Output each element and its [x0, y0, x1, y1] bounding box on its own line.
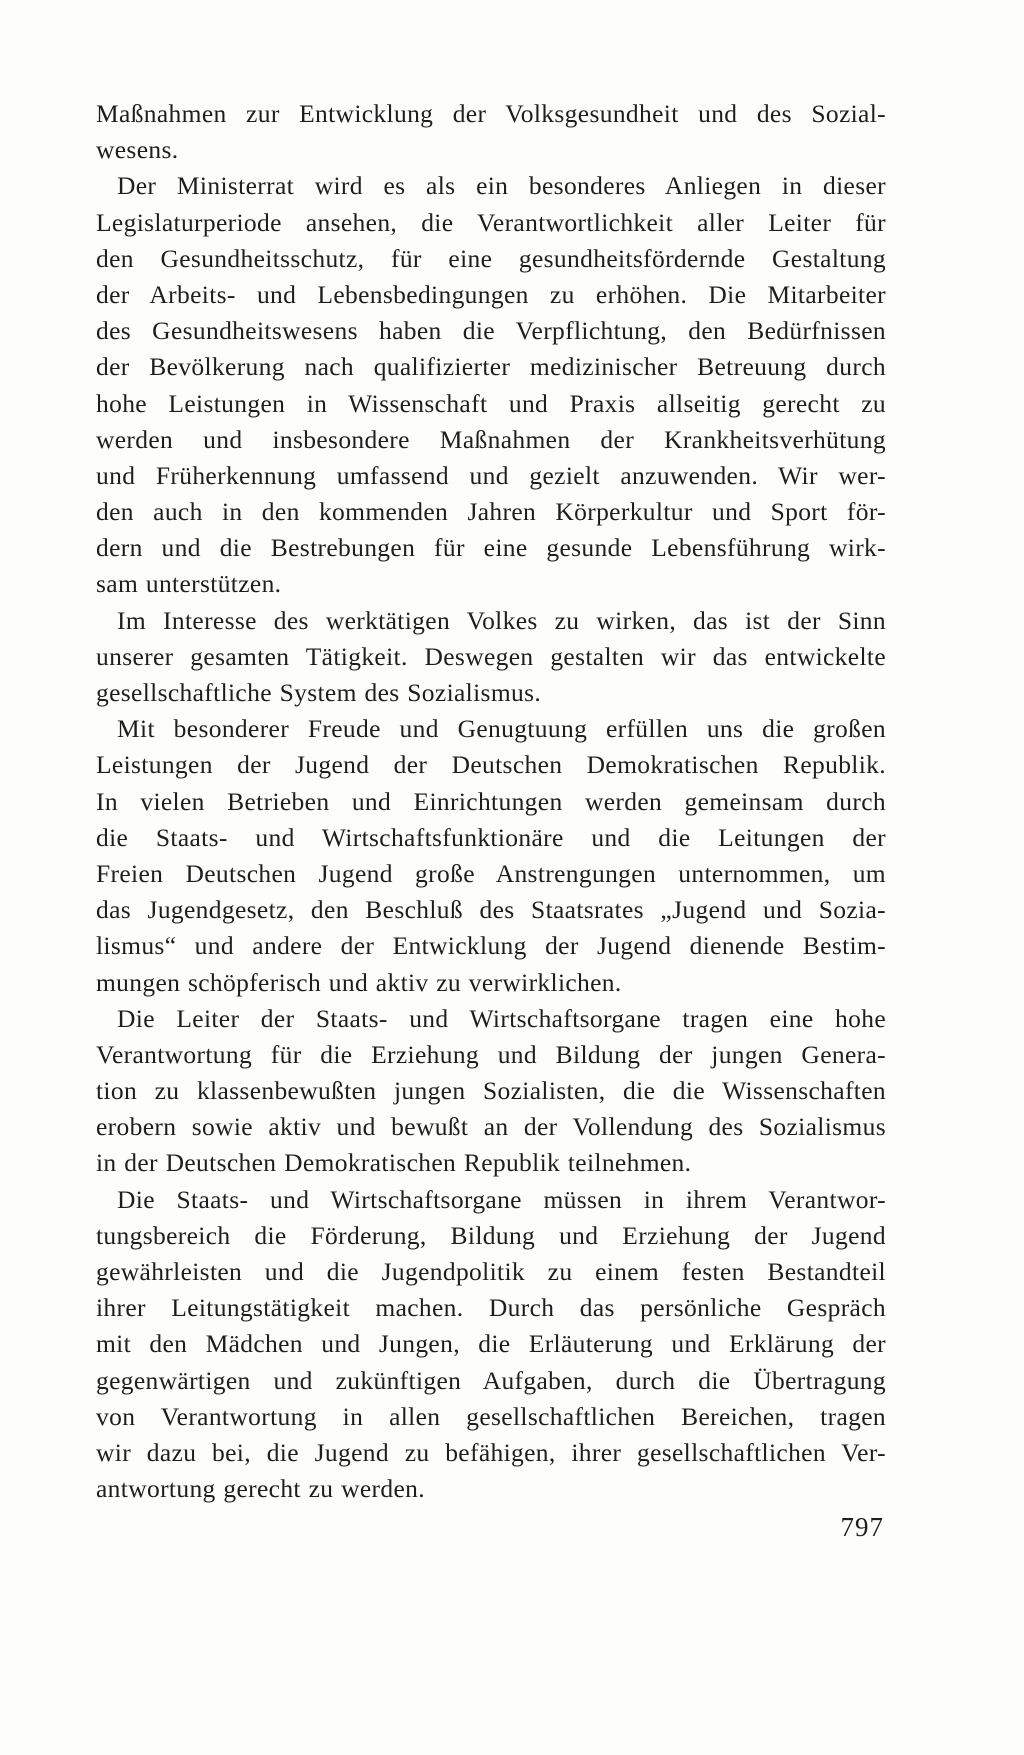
text-line: der Arbeits- und Lebensbedingungen zu erhöhen. Die Mitarbeiter — [96, 279, 886, 309]
text-line: Der Ministerrat wird es als ein besonderes Anliegen in dieser — [117, 171, 886, 201]
text-line: dern und die Bestrebungen für eine gesunde Lebensführung wirk- — [96, 533, 886, 563]
text-line: mit den Mädchen und Jungen, die Erläuterung und Erklärung der — [96, 1329, 886, 1359]
text-line: wir dazu bei, die Jugend zu befähigen, ihrer gesellschaftlichen Ver- — [96, 1437, 886, 1467]
paragraph — [96, 96, 886, 168]
text-line: des Gesundheitswesens haben die Verpflichtung, den Bedürfnissen — [96, 316, 886, 346]
paragraph — [96, 711, 886, 1001]
text-line: antwortung gerecht zu werden. — [96, 1474, 425, 1504]
paragraph — [96, 168, 886, 602]
text-line: mungen schöpferisch und aktiv zu verwirklichen. — [96, 967, 622, 997]
text-line: Freien Deutschen Jugend große Anstrengungen unternommen, um — [96, 858, 886, 888]
text-line: die Staats- und Wirtschaftsfunktionäre und die Leitungen der — [96, 822, 886, 852]
text-line: erobern sowie aktiv und bewußt an der Vollendung des Sozialismus — [96, 1112, 886, 1142]
body-text — [96, 96, 886, 1507]
text-line: lismus“ und andere der Entwicklung der Jugend dienende Bestim- — [96, 931, 886, 961]
text-line: Die Leiter der Staats- und Wirtschaftsorgane tragen eine hohe — [117, 1003, 886, 1033]
text-line: gesellschaftliche System des Sozialismus. — [96, 678, 542, 707]
text-line: Leistungen der Jugend der Deutschen Demokratischen Republik. — [96, 750, 886, 780]
paragraph — [96, 1001, 886, 1182]
text-line: Die Staats- und Wirtschaftsorgane müssen in ihrem Verantwor- — [117, 1184, 886, 1214]
text-line: ihrer Leitungstätigkeit machen. Durch das persönliche Gespräch — [96, 1293, 886, 1323]
paragraph — [96, 603, 886, 712]
text-line: In vielen Betrieben und Einrichtungen werden gemeinsam durch — [96, 786, 886, 816]
paragraph — [96, 1182, 886, 1508]
text-line: sam unterstützen. — [96, 569, 282, 599]
text-line: Verantwortung für die Erziehung und Bildung der jungen Genera- — [96, 1039, 886, 1069]
text-line: Legislaturperiode ansehen, die Verantwortlichkeit aller Leiter für — [96, 207, 886, 237]
text-line: in der Deutschen Demokratischen Republik teilnehmen. — [96, 1148, 692, 1178]
text-line: den Gesundheitsschutz, für eine gesundheitsfördernde Gestaltung — [96, 243, 886, 273]
text-line: wesens. — [96, 135, 179, 165]
text-line: Maßnahmen zur Entwicklung der Volksgesundheit und des Sozial- — [96, 99, 886, 128]
text-line: Im Interesse des werktätigen Volkes zu wirken, das ist der Sinn — [117, 605, 886, 635]
text-line: unserer gesamten Tätigkeit. Deswegen gestalten wir das entwickelte — [96, 641, 886, 671]
text-line: und Früherkennung umfassend und gezielt anzuwenden. Wir wer- — [96, 460, 886, 490]
text-line: werden und insbesondere Maßnahmen der Krankheitsverhütung — [96, 424, 886, 454]
text-line: Mit besonderer Freude und Genugtuung erfüllen uns die großen — [117, 714, 886, 744]
text-line: gegenwärtigen und zukünftigen Aufgaben, durch die Übertragung — [96, 1365, 886, 1395]
text-line: das Jugendgesetz, den Beschluß des Staatsrates „Jugend und Sozia- — [96, 895, 886, 925]
text-line: den auch in den kommenden Jahren Körperkultur und Sport för- — [96, 497, 886, 527]
text-line: gewährleisten und die Jugendpolitik zu einem festen Bestandteil — [96, 1257, 886, 1286]
text-line: von Verantwortung in allen gesellschaftlichen Bereichen, tragen — [96, 1401, 886, 1431]
text-line: hohe Leistungen in Wissenschaft und Praxis allseitig gerecht zu — [96, 388, 886, 418]
text-line: tungsbereich die Förderung, Bildung und Erziehung der Jugend — [96, 1220, 886, 1250]
text-line: tion zu klassenbewußten jungen Sozialisten, die die Wissenschaften — [96, 1076, 886, 1106]
page-number: 797 — [840, 1512, 884, 1542]
text-line: der Bevölkerung nach qualifizierter medizinischer Betreuung durch — [96, 352, 886, 382]
